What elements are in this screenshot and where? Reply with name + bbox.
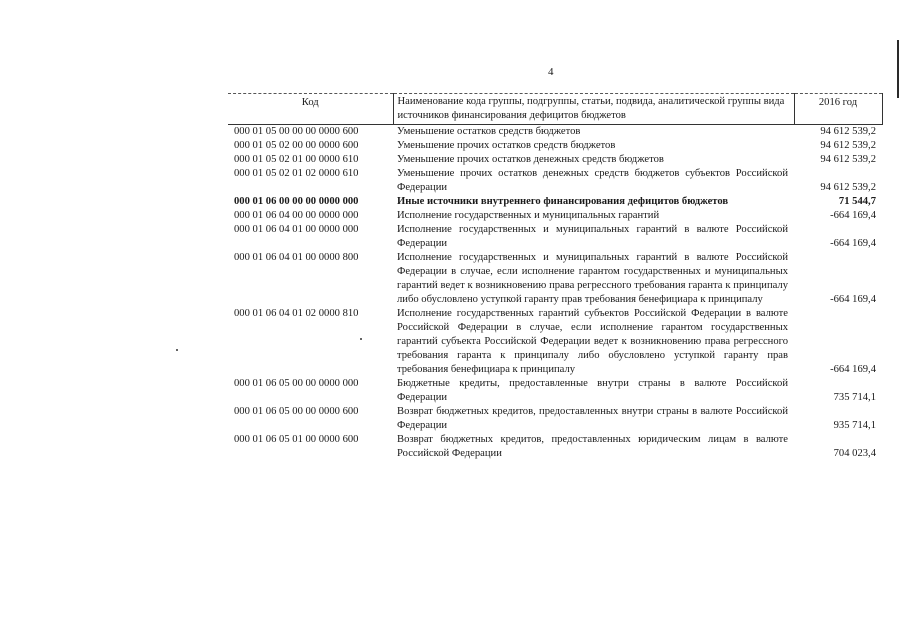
table-row (228, 223, 882, 251)
row-name: Иные источники внутреннего финансирования дефицитов бюджетов (397, 196, 729, 207)
row-value: 935 714,1 (833, 420, 876, 431)
row-code: 000 01 05 02 01 00 0000 610 (234, 154, 359, 165)
page-number: 4 (548, 66, 554, 78)
row-value: -664 169,4 (830, 294, 876, 305)
row-value: 94 612 539,2 (820, 154, 876, 165)
row-value: 94 612 539,2 (820, 182, 876, 193)
header-name: Наименование кода группы, подгруппы, статьи, подвида, аналитической группы вида источников финансирования дефицитов бюджетов (393, 94, 794, 125)
table-row (228, 153, 882, 167)
row-code: 000 01 06 04 01 02 0000 810 (234, 308, 359, 319)
budget-sources-table (228, 93, 883, 461)
row-code: 000 01 05 02 00 00 0000 600 (234, 140, 359, 151)
row-value: -664 169,4 (830, 210, 876, 221)
table-row (228, 433, 882, 461)
row-name: Уменьшение прочих остатков денежных средств бюджетов субъектов Российской Федерации (397, 168, 788, 193)
row-value: -664 169,4 (830, 364, 876, 375)
table-row (228, 125, 882, 140)
row-code: 000 01 06 05 01 00 0000 600 (234, 434, 359, 445)
row-name: Уменьшение остатков средств бюджетов (397, 126, 581, 137)
scan-speck (176, 349, 178, 351)
row-code: 000 01 06 04 01 00 0000 800 (234, 252, 359, 263)
row-code: 000 01 06 00 00 00 0000 000 (234, 196, 359, 207)
row-value: 71 544,7 (838, 196, 876, 207)
row-value: 735 714,1 (833, 392, 876, 403)
table-row (228, 167, 882, 195)
row-value: 94 612 539,2 (820, 140, 876, 151)
row-value: 94 612 539,2 (820, 126, 876, 137)
row-code: 000 01 06 04 01 00 0000 000 (234, 224, 359, 235)
header-code: Код (228, 94, 393, 125)
row-name: Уменьшение прочих остатков денежных средств бюджетов (397, 154, 664, 165)
row-code: 000 01 06 05 00 00 0000 000 (234, 378, 359, 389)
table-row (228, 195, 882, 209)
table-row (228, 139, 882, 153)
table-row (228, 209, 882, 223)
table-row (228, 377, 882, 405)
table-header-row (228, 94, 882, 125)
row-name: Бюджетные кредиты, предоставленные внутри страны в валюте Российской Федерации (397, 378, 788, 403)
row-code: 000 01 05 02 01 02 0000 610 (234, 168, 359, 179)
row-value: 704 023,4 (833, 448, 876, 459)
row-code: 000 01 06 04 00 00 0000 000 (234, 210, 359, 221)
header-year: 2016 год (794, 94, 882, 125)
row-code: 000 01 06 05 00 00 0000 600 (234, 406, 359, 417)
table-row (228, 307, 882, 377)
scan-edge-mark (897, 40, 899, 98)
row-name: Исполнение государственных и муниципальных гарантий (397, 210, 660, 221)
row-name: Возврат бюджетных кредитов, предоставленных внутри страны в валюте Российской Федерации (397, 406, 788, 431)
table-row (228, 251, 882, 307)
table-body (228, 125, 882, 462)
table-row (228, 405, 882, 433)
row-value: -664 169,4 (830, 238, 876, 249)
row-name: Уменьшение прочих остатков средств бюджетов (397, 140, 616, 151)
row-name: Исполнение государственных гарантий субъектов Российской Федерации в валюте Российской Федерации в случае, если исполнение гарантом государственных гарантий субъекта Российской Федерации ведет к возникновению права регрессного требования гаранта к принципалу либо обусловлено уступкой гаранту прав требования бенефициара к принципалу (397, 308, 788, 375)
row-code: 000 01 05 00 00 00 0000 600 (234, 126, 359, 137)
row-name: Исполнение государственных и муниципальных гарантий в валюте Российской Федерации (397, 224, 788, 249)
row-name: Исполнение государственных и муниципальных гарантий в валюте Российской Федерации в случае, если исполнение гарантом государственных и муниципальных гарантий ведет к возникновению права регрессного требования гаранта к принципалу либо обусловлено уступкой гаранту прав требования бенефициара к принципалу (397, 252, 788, 305)
row-name: Возврат бюджетных кредитов, предоставленных юридическим лицам в валюте Российской Федерации (397, 434, 788, 459)
